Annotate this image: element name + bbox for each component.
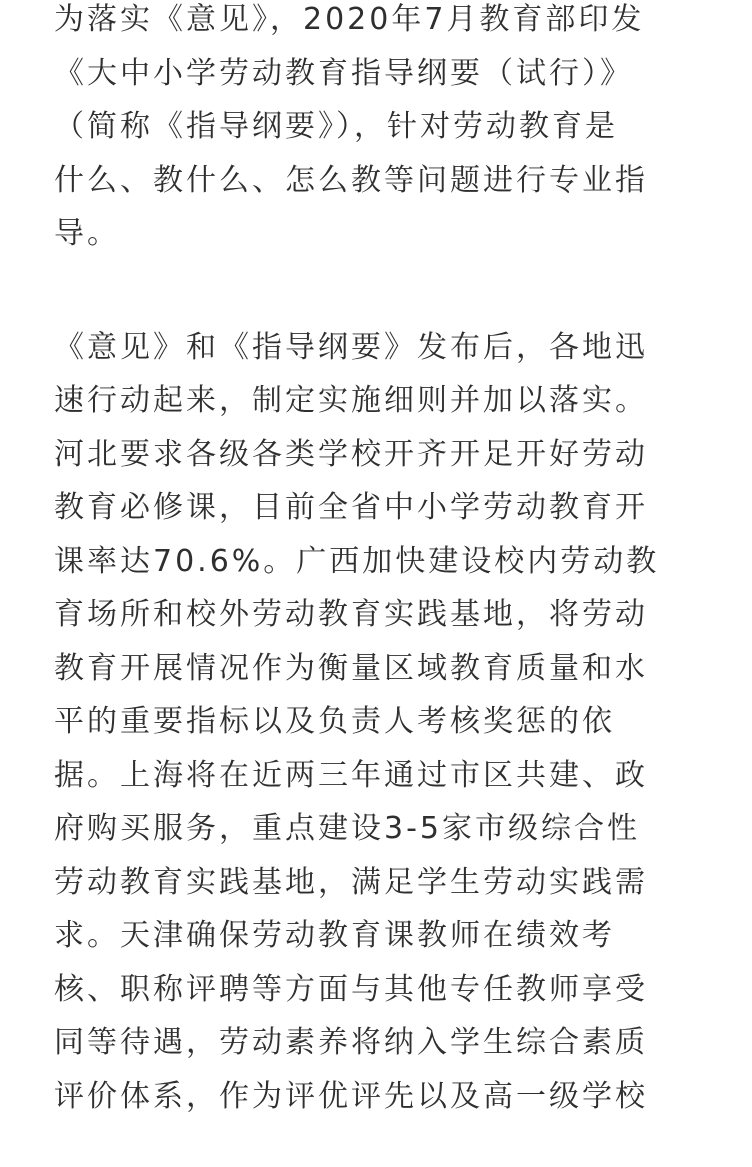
text-line: 核、职称评聘等方面与其他专任教师享受 (54, 971, 648, 1007)
text-line: （简称《指导纲要》），针对劳动教育是 (54, 109, 618, 144)
paragraph-guideline-issuance (54, 0, 702, 261)
text-line: 《大中小学劳动教育指导纲要（试行）》 (54, 55, 633, 91)
text-line: 同等待遇，劳动素养将纳入学生综合素质 (54, 1025, 648, 1060)
paragraph-regional-implementation (54, 321, 702, 1124)
text-line: 速行动起来，制定实施细则并加以落实。 (54, 383, 648, 418)
text-line: 育场所和校外劳动教育实践基地，将劳动 (54, 597, 648, 632)
article-body (54, 0, 702, 1123)
text-line: 劳动教育实践基地，满足学生劳动实践需 (54, 864, 648, 900)
paragraph-spacer (54, 261, 702, 321)
text-line: 评价体系，作为评优评先以及高一级学校 (54, 1078, 648, 1114)
text-line: 据。上海将在近两三年通过市区共建、政 (54, 757, 648, 793)
text-line: 教育必修课，目前全省中小学劳动教育开 (54, 490, 648, 525)
text-line: 求。天津确保劳动教育课教师在绩效考 (54, 918, 615, 953)
text-line: 府购买服务，重点建设3-5家市级综合性 (54, 811, 640, 846)
text-line: 为落实《意见》，2020年7月教育部印发 (54, 2, 645, 37)
text-line: 课率达70.6%。广西加快建设校内劳动教 (54, 543, 660, 579)
text-line: 教育开展情况作为衡量区域教育质量和水 (54, 650, 648, 686)
text-line: 《意见》和《指导纲要》发布后，各地迅 (54, 329, 648, 365)
text-line: 河北要求各级各类学校开齐开足开好劳动 (54, 436, 648, 472)
text-line: 平的重要指标以及负责人考核奖惩的依 (54, 704, 615, 739)
text-line: 什么、教什么、怎么教等问题进行专业指 (54, 162, 648, 198)
text-line: 导。 (54, 216, 120, 251)
